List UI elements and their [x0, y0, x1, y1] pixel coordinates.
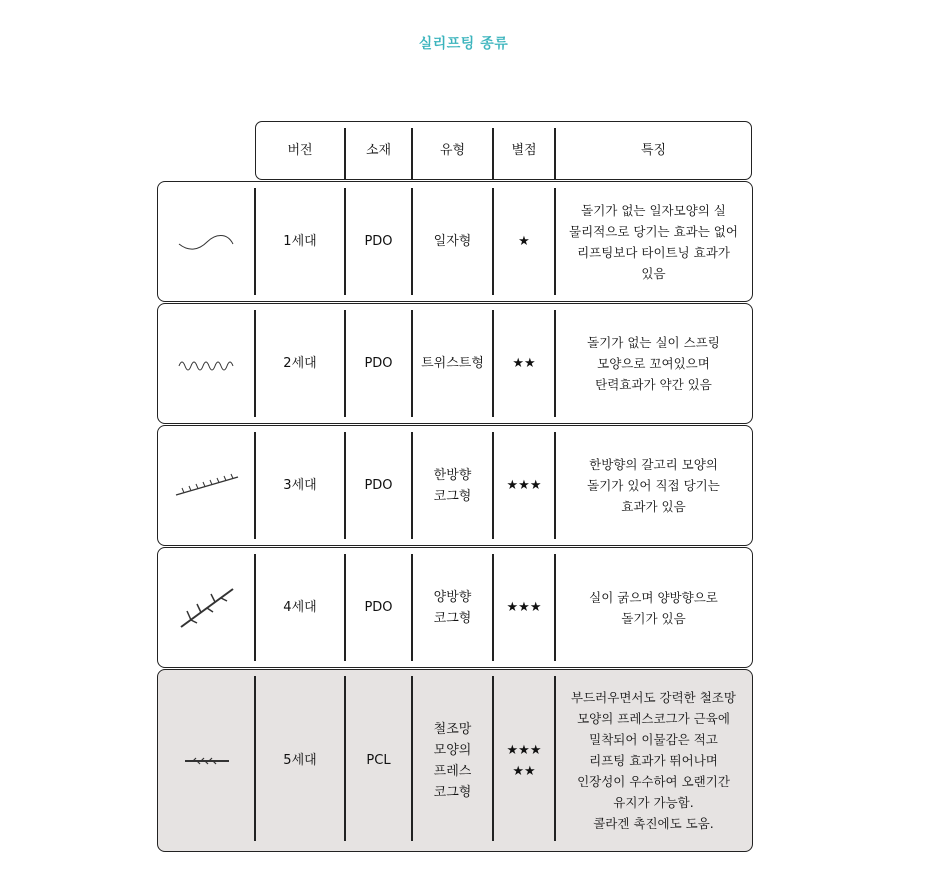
feature-cell: 부드러우면서도 강력한 철조망 모양의 프레스코그가 근육에 밀착되어 이물감은 적고 리프팅 효과가 뛰어나며 인장성이 우수하여 오랜기간 유지가 가능함. 콜라겐 촉진에도 도움.	[571, 690, 736, 831]
table-row	[157, 303, 753, 424]
type-cell: 양방향 코그형	[433, 589, 472, 626]
table-row	[157, 547, 753, 668]
material-cell: PDO	[364, 234, 393, 249]
header-material: 소재	[365, 143, 392, 158]
table-row	[157, 181, 753, 302]
table-row	[157, 425, 753, 546]
material-cell: PDO	[364, 356, 393, 371]
two-way-cog-thread-icon	[158, 548, 256, 667]
one-way-cog-thread-icon	[158, 426, 256, 545]
table-row-highlighted	[157, 669, 753, 852]
header-type: 유형	[439, 143, 466, 158]
header-version: 버전	[287, 143, 313, 158]
feature-cell: 실이 굵으며 양방향으로 돌기가 있음	[589, 589, 718, 626]
smooth-wave-thread-icon	[158, 182, 256, 301]
type-cell: 트위스트형	[421, 356, 484, 371]
material-cell: PDO	[364, 478, 393, 493]
page-title: 실리프팅 종류	[418, 36, 509, 52]
rating-cell: ★★★ ★★	[506, 742, 542, 779]
rating-cell: ★★	[512, 356, 536, 371]
feature-cell: 한방향의 갈고리 모양의 돌기가 있어 직접 당기는 효과가 있음	[587, 457, 720, 514]
header-rating: 별점	[511, 143, 537, 158]
rating-cell: ★	[518, 234, 530, 249]
material-cell: PDO	[364, 600, 393, 615]
type-cell: 한방향 코그형	[433, 467, 472, 504]
header-feature: 특징	[640, 143, 667, 158]
type-cell: 철조망 모양의 프레스 코그형	[433, 721, 472, 800]
rating-cell: ★★★	[506, 600, 542, 615]
version-cell: 3세대	[283, 478, 317, 493]
version-cell: 1세대	[283, 234, 317, 249]
version-cell: 4세대	[283, 600, 317, 615]
version-cell: 2세대	[283, 356, 317, 371]
type-cell: 일자형	[433, 234, 472, 249]
version-cell: 5세대	[283, 753, 317, 768]
feature-cell: 돌기가 없는 일자모양의 실 물리적으로 당기는 효과는 없어 리프팅보다 타이트닝 효과가 있음	[569, 202, 738, 281]
rating-cell: ★★★	[506, 478, 542, 493]
material-cell: PCL	[366, 753, 391, 768]
table-header	[255, 121, 752, 180]
mesh-press-cog-thread-icon	[158, 670, 256, 851]
feature-cell: 돌기가 없는 실이 스프링 모양으로 꼬여있으며 탄력효과가 약간 있음	[587, 335, 720, 392]
spring-twist-thread-icon	[158, 304, 256, 423]
